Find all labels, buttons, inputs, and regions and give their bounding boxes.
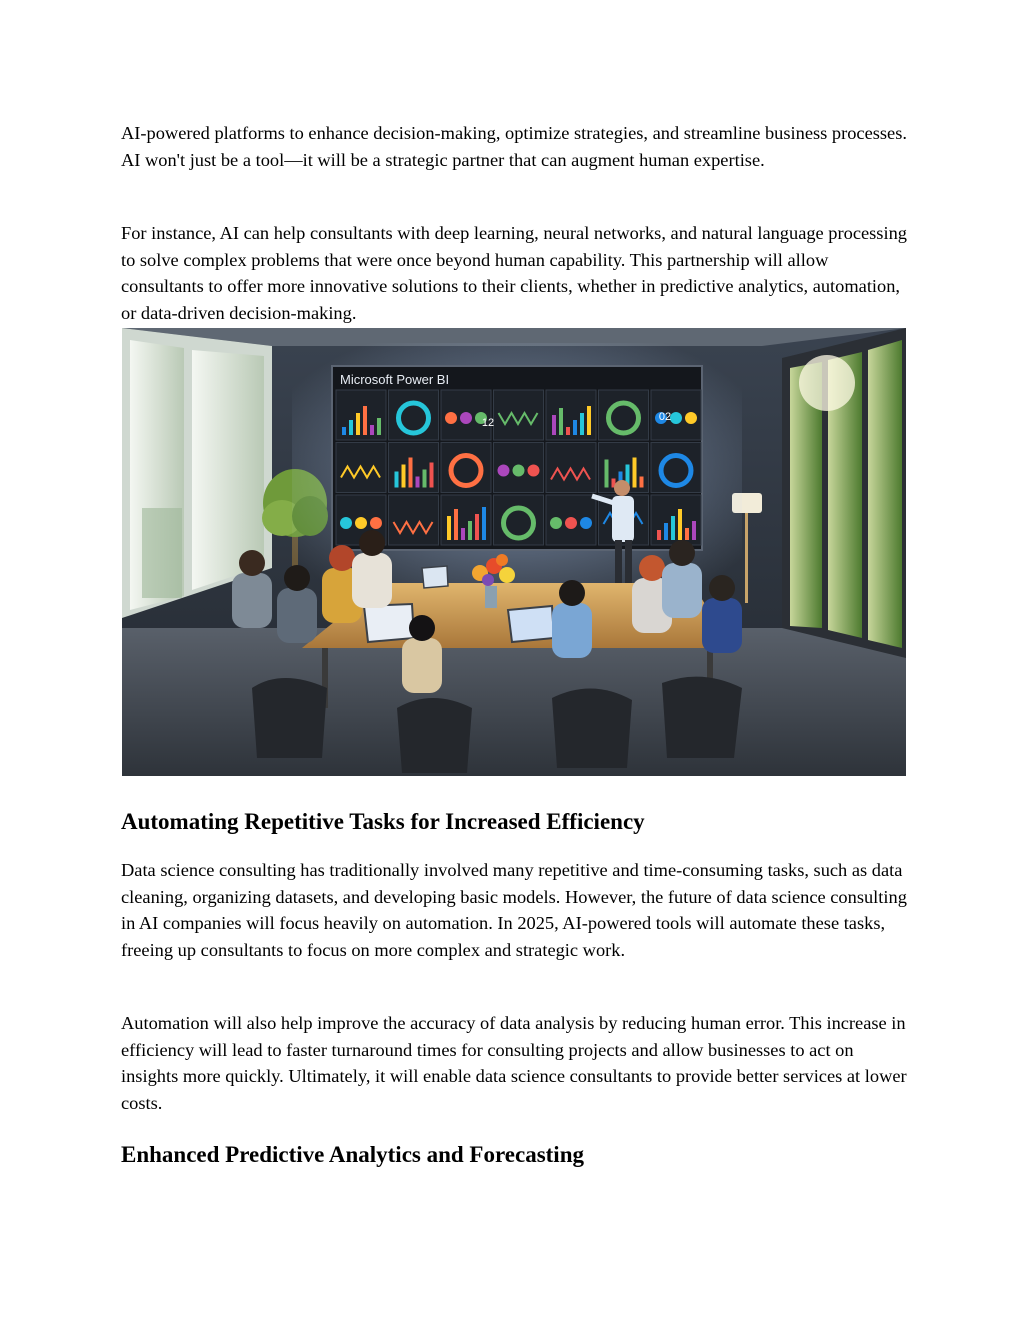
tile-bar [552, 415, 556, 435]
tile-icon [460, 412, 472, 424]
tile-bar [461, 528, 465, 540]
dashboard-tiles [336, 390, 701, 545]
tile-bar [342, 427, 346, 435]
tile-icon [340, 517, 352, 529]
meeting-photo [122, 328, 906, 776]
tile-bar [580, 413, 584, 435]
screen-title: Microsoft Power BI [340, 372, 450, 387]
tile-icon [685, 412, 697, 424]
tile-bar [409, 458, 413, 488]
person-body [352, 553, 392, 608]
tile-bar [657, 530, 661, 540]
dashboard-tile [389, 495, 439, 545]
tile-icon [355, 517, 367, 529]
tile-icon [370, 517, 382, 529]
tile-bar [559, 408, 563, 435]
tile-bar [454, 509, 458, 540]
tile-bar [447, 516, 451, 540]
tile-bar [402, 465, 406, 488]
person-head [359, 530, 385, 556]
tile-bar [468, 521, 472, 540]
person-body [402, 638, 442, 693]
tile-bar [685, 528, 689, 540]
person-head [639, 555, 665, 581]
tile-bar [587, 406, 591, 435]
tile-bar [416, 477, 420, 488]
tile-bar [363, 406, 367, 435]
person-head [284, 565, 310, 591]
tile-bar [640, 477, 644, 488]
tile-bar [664, 523, 668, 540]
heading-automating-tasks: Automating Repetitive Tasks for Increased Efficiency [121, 809, 645, 834]
tile-bar [692, 521, 696, 540]
tile-icon [498, 465, 510, 477]
tile-bar [395, 472, 399, 488]
tile-bar [475, 514, 479, 540]
gauge-left-value: 12 [481, 417, 495, 429]
tile-icon [565, 517, 577, 529]
paragraph-ai-partnership: For instance, AI can help consultants with deep learning, neural networks, and natural language processing to solve complex problems that were once beyond human capability. This partnership will allow consultants to offer more innovative solutions to their clients, whether in predictive analytics, automation, or data-driven decision-making. [121, 223, 907, 323]
tile-bar [482, 507, 486, 540]
person-head [669, 540, 695, 566]
paragraph-ai-platforms: AI-powered platforms to enhance decision-making, optimize strategies, and streamline business processes. AI won't just be a tool—it will be a strategic partner that can augment human expertise. [121, 123, 907, 170]
heading-predictive-analytics: Enhanced Predictive Analytics and Forecasting [121, 1142, 584, 1167]
tile-bar [377, 418, 381, 435]
person-head [709, 575, 735, 601]
person-body [232, 573, 272, 628]
tile-icon [670, 412, 682, 424]
person-head [329, 545, 355, 571]
tile-bar [566, 427, 570, 435]
tile-bar [633, 458, 637, 488]
tile-icon [528, 465, 540, 477]
tile-icon [513, 465, 525, 477]
paragraph-automation-accuracy: Automation will also help improve the accuracy of data analysis by reducing human error. This increase in efficiency will lead to faster turnaround times for consulting projects and allow businesses to act on insights more quickly. Ultimately, it will enable data science consultants to provide better services at lower costs. [121, 1013, 907, 1113]
meeting-illustration [122, 328, 906, 776]
person-head [409, 615, 435, 641]
person-head [239, 550, 265, 576]
person-head [559, 580, 585, 606]
person-body [552, 603, 592, 658]
tile-bar [430, 463, 434, 488]
person-body [277, 588, 317, 643]
tile-icon [580, 517, 592, 529]
paragraph-repetitive-tasks: Data science consulting has traditionally involved many repetitive and time-consuming tasks, such as data cleaning, organizing datasets, and developing basic models. However, the future of data science consulting in AI companies will focus heavily on automation. In 2025, AI-powered tools will automate these tasks, freeing up consultants to focus on more complex and strategic work. [121, 860, 907, 960]
tile-bar [370, 425, 374, 435]
tile-icon [550, 517, 562, 529]
tile-bar [349, 420, 353, 435]
tile-bar [605, 460, 609, 488]
tile-bar [678, 509, 682, 540]
gauge-right-value: 02 [658, 411, 672, 423]
person-body [702, 598, 742, 653]
tile-icon [445, 412, 457, 424]
tile-bar [356, 413, 360, 435]
tile-bar [423, 470, 427, 488]
tile-bar [573, 420, 577, 435]
person-body [662, 563, 702, 618]
tile-bar [671, 516, 675, 540]
